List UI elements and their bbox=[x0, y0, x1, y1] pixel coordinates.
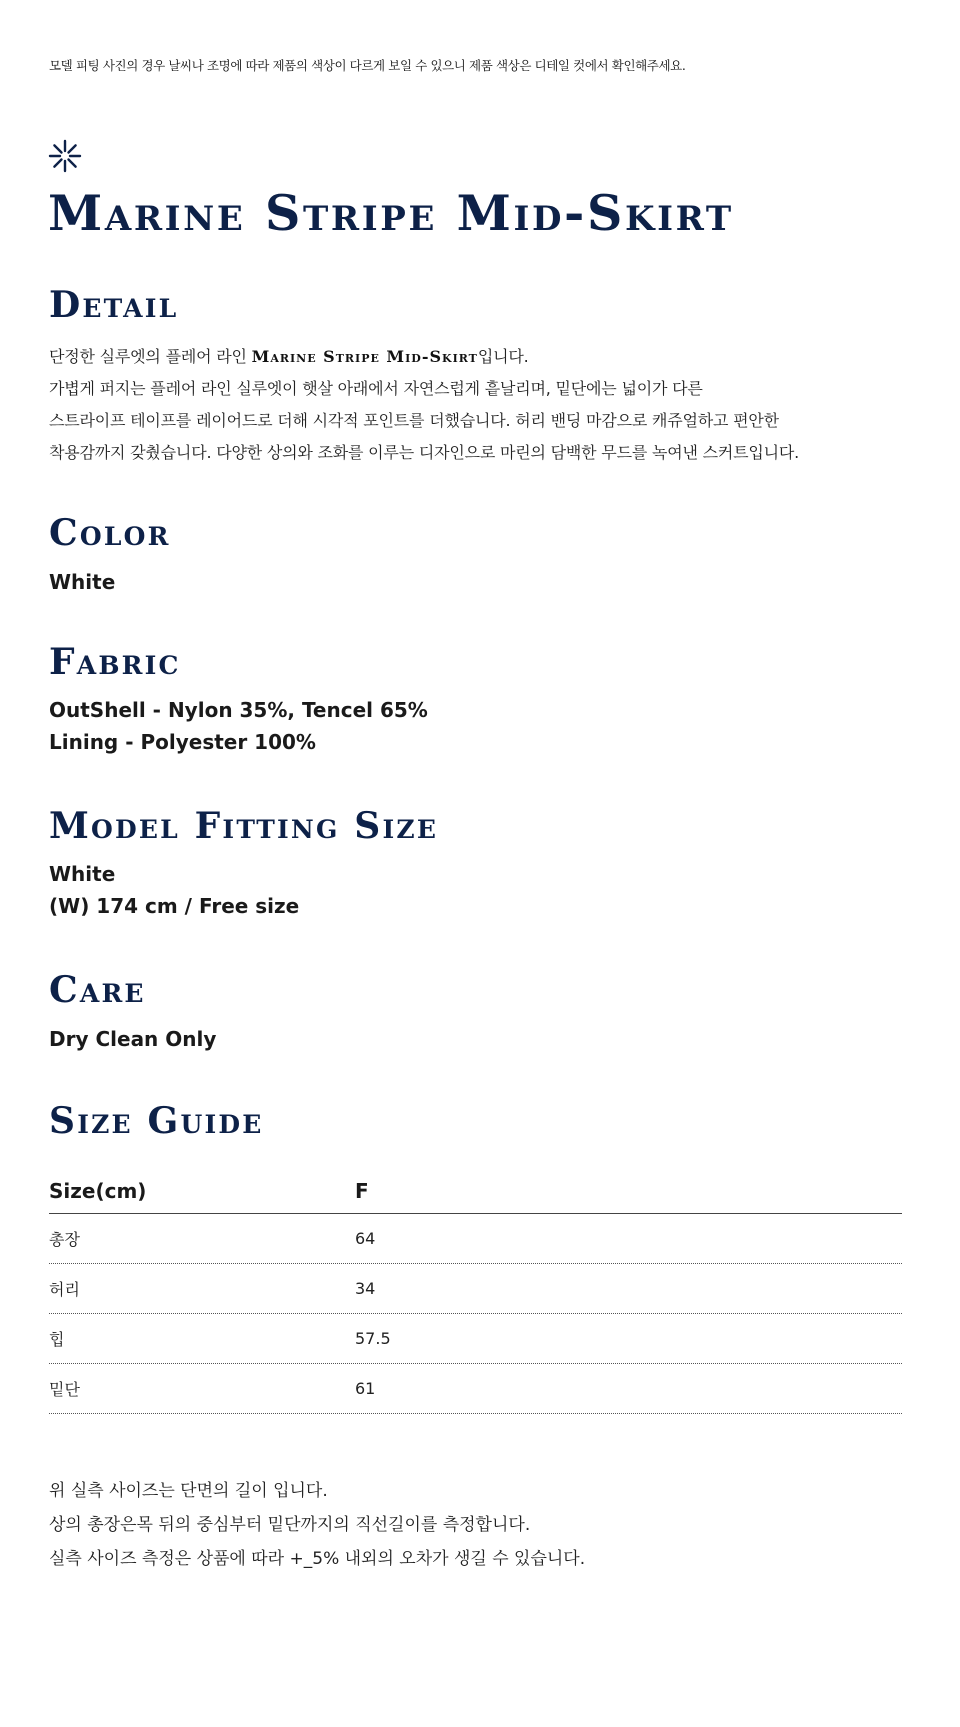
detail-heading: Detail bbox=[49, 284, 179, 326]
table-row bbox=[49, 1314, 902, 1364]
model-fitting-line: White bbox=[49, 862, 116, 886]
detail-line-3: 스트라이프 테이프를 레이어드로 더해 시각적 포인트를 더했습니다. 허리 밴딩 마감으로 캐쥬얼하고 편안한 bbox=[49, 411, 779, 430]
model-fitting-info bbox=[49, 858, 299, 922]
fabric-line: Lining - Polyester 100% bbox=[49, 730, 316, 754]
asterisk-star-icon bbox=[48, 139, 82, 173]
size-footnotes bbox=[49, 1474, 585, 1576]
care-info bbox=[49, 1023, 216, 1055]
color-value: White bbox=[49, 570, 116, 594]
size-row-value: 64 bbox=[355, 1229, 376, 1248]
size-row-value: 57.5 bbox=[355, 1329, 391, 1348]
fabric-heading: Fabric bbox=[49, 641, 181, 683]
color-info bbox=[49, 566, 115, 598]
detail-product-name: Marine Stripe Mid-Skirt bbox=[251, 347, 478, 366]
size-row-value: 34 bbox=[355, 1279, 376, 1298]
size-row-label: 허리 bbox=[49, 1280, 80, 1299]
detail-line-4: 착용감까지 갖췄습니다. 다양한 상의와 조화를 이루는 디자인으로 마린의 담백한 무드를 녹여낸 스커트입니다. bbox=[49, 443, 800, 462]
care-heading: Care bbox=[49, 969, 146, 1011]
footnote-line: 실측 사이즈 측정은 상품에 따라 +_5% 내외의 오차가 생길 수 있습니다. bbox=[49, 1549, 586, 1569]
size-header-value: F bbox=[355, 1178, 369, 1203]
color-heading: Color bbox=[49, 512, 171, 554]
size-table-header bbox=[49, 1168, 902, 1214]
detail-line-1 bbox=[49, 341, 909, 373]
fabric-info bbox=[49, 694, 428, 758]
model-fitting-heading: Model Fitting Size bbox=[49, 805, 439, 847]
size-header-label: Size(cm) bbox=[49, 1178, 147, 1203]
detail-description bbox=[49, 341, 909, 469]
product-title: Marine Stripe Mid-Skirt bbox=[48, 184, 734, 242]
footnote-line: 상의 총장은목 뒤의 중심부터 밑단까지의 직선길이를 측정합니다. bbox=[49, 1515, 531, 1535]
size-row-label: 힙 bbox=[49, 1330, 65, 1349]
model-fitting-line: (W) 174 cm / Free size bbox=[49, 894, 300, 918]
table-row bbox=[49, 1264, 902, 1314]
table-row bbox=[49, 1364, 902, 1414]
detail-line-1-suffix: 입니다. bbox=[477, 347, 529, 366]
size-row-value: 61 bbox=[355, 1379, 376, 1398]
care-value: Dry Clean Only bbox=[49, 1027, 217, 1051]
size-row-label: 밑단 bbox=[49, 1380, 80, 1399]
detail-line-1-prefix: 단정한 실루엣의 플레어 라인 bbox=[49, 347, 252, 366]
color-notice: 모델 피팅 사진의 경우 날씨나 조명에 따라 제품의 색상이 다르게 보일 수 있으니 제품 색상은 디테일 컷에서 확인해주세요. bbox=[49, 58, 686, 73]
footnote-line: 위 실측 사이즈는 단면의 길이 입니다. bbox=[49, 1481, 328, 1501]
fabric-line: OutShell - Nylon 35%, Tencel 65% bbox=[49, 698, 428, 722]
detail-line-2: 가볍게 퍼지는 플레어 라인 실루엣이 햇살 아래에서 자연스럽게 흩날리며, 밑단에는 넓이가 다른 bbox=[49, 379, 703, 398]
table-row bbox=[49, 1214, 902, 1264]
size-guide-heading: Size Guide bbox=[49, 1100, 264, 1142]
size-table bbox=[49, 1168, 902, 1414]
size-row-label: 총장 bbox=[49, 1230, 80, 1249]
